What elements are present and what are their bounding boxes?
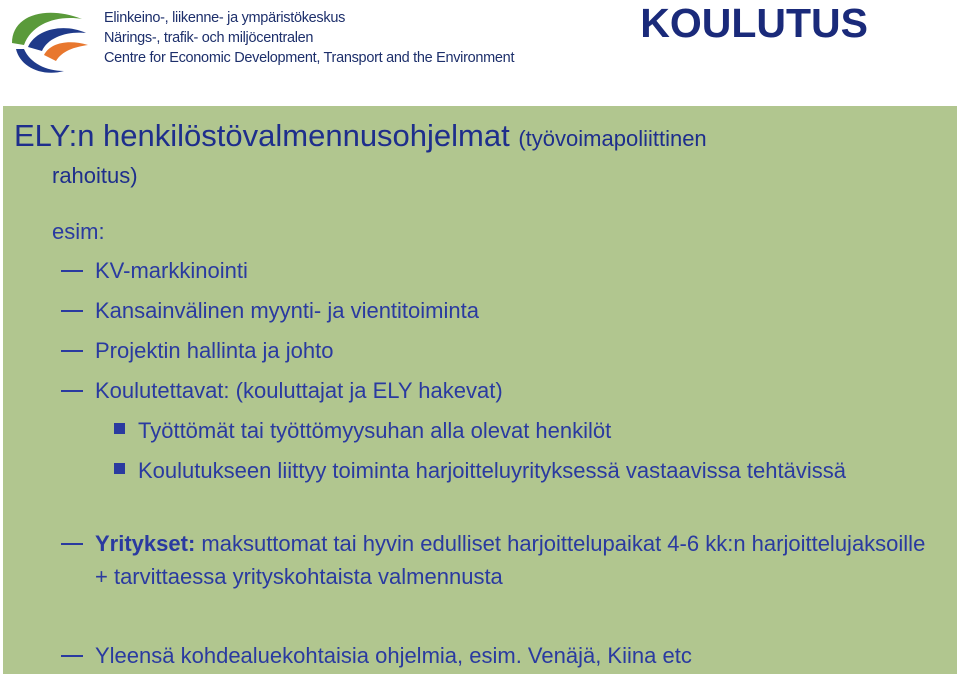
main-heading xyxy=(14,114,914,191)
dash-bullet-icon xyxy=(61,543,83,545)
dash-bullet-icon xyxy=(61,390,83,392)
heading-sub: (työvoimapoliittinen xyxy=(518,126,707,151)
yritykset-text: maksuttomat tai hyvin edulliset harjoittelupaikat 4-6 kk:n harjoittelujaksoille + tarvittaessa yrityskohtaista valmennusta xyxy=(95,531,926,589)
slide-title: KOULUTUS xyxy=(640,0,868,46)
sub-list-item-text: Koulutukseen liittyy toiminta harjoitteluyrityksessä vastaavissa tehtävissä xyxy=(138,458,846,483)
org-name-finnish: Elinkeino-, liikenne- ja ympäristökeskus xyxy=(104,10,346,26)
list-item-text: Projektin hallinta ja johto xyxy=(95,338,334,363)
dash-bullet-icon xyxy=(61,655,83,657)
square-bullet-icon xyxy=(114,423,125,434)
heading-continuation: rahoitus) xyxy=(52,163,138,188)
square-bullet-icon xyxy=(114,463,125,474)
list-item-text: Yleensä kohdealuekohtaisia ohjelmia, esim. Venäjä, Kiina etc xyxy=(95,643,692,668)
sub-list-item-text: Työttömät tai työttömyysuhan alla olevat henkilöt xyxy=(138,418,612,443)
dash-bullet-icon xyxy=(61,350,83,352)
heading-main: ELY:n henkilöstövalmennusohjelmat xyxy=(14,118,510,153)
organization-name xyxy=(104,8,514,68)
list-item-text: KV-markkinointi xyxy=(95,258,248,283)
dash-bullet-icon xyxy=(61,270,83,272)
ely-logo-icon xyxy=(6,3,98,79)
dash-bullet-icon xyxy=(61,310,83,312)
example-label: esim: xyxy=(52,219,105,244)
list-item-text: Kansainvälinen myynti- ja vientitoiminta xyxy=(95,298,479,323)
header xyxy=(0,0,960,100)
yritykset-label: Yritykset: xyxy=(95,531,196,556)
list-item-text xyxy=(95,527,935,593)
list-item-text: Koulutettavat: (kouluttajat ja ELY hakevat) xyxy=(95,378,503,403)
content-panel xyxy=(3,106,957,674)
org-name-english: Centre for Economic Development, Transport and the Environment xyxy=(104,50,515,66)
org-name-swedish: Närings-, trafik- och miljöcentralen xyxy=(104,30,314,46)
